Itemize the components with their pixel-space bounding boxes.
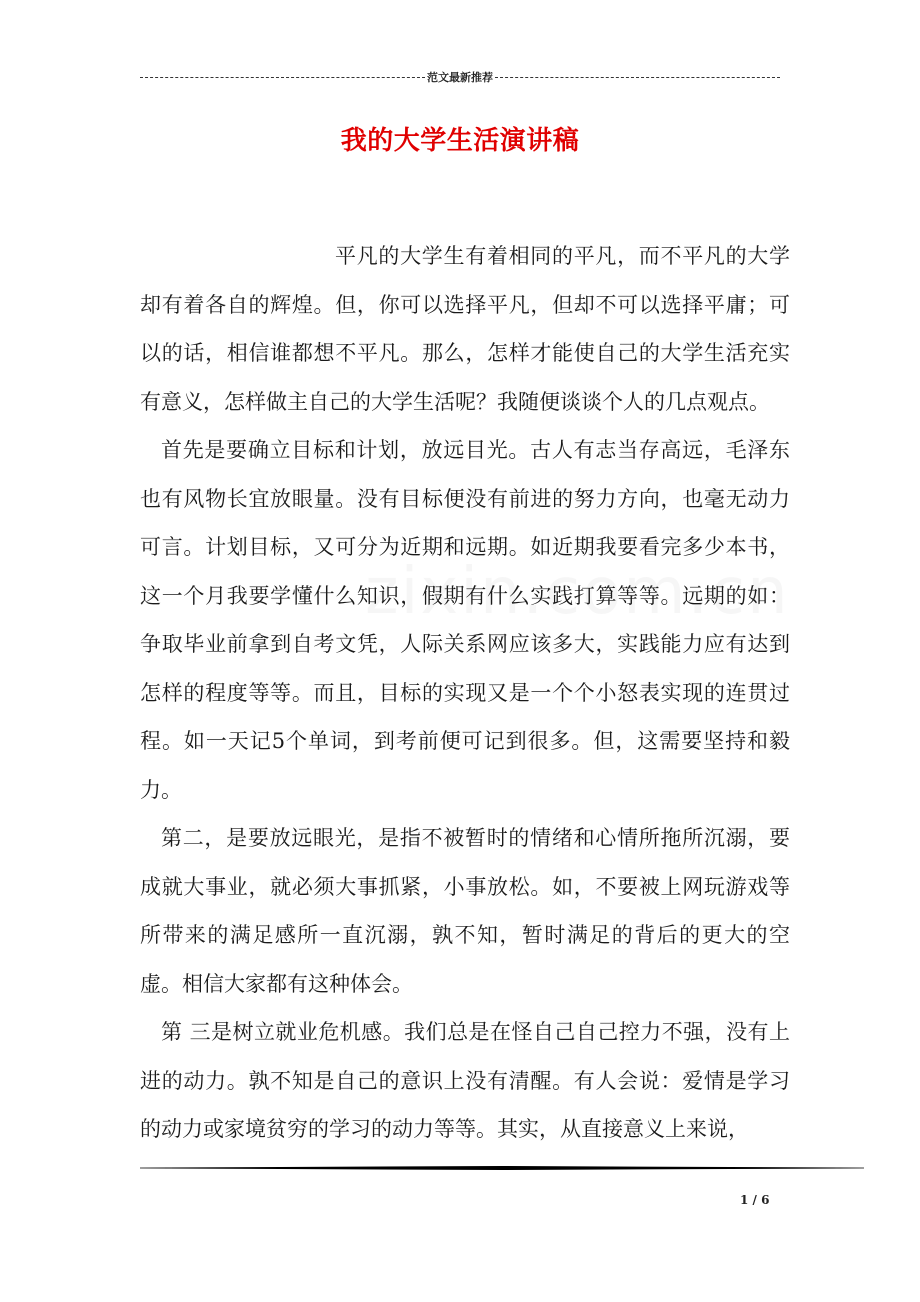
paragraph-second-point: 第二，是要放远眼光，是指不被暂时的情绪和心情所拖所沉溺，要成就大事业，就必须大事抓紧，小事放松。如，不要被上网玩游戏等所带来的满足感所一直沉溺，孰不知，暂时满足的背后的更大的空虚。相信大家都有这种体会。 <box>140 826 790 996</box>
page-header <box>140 68 780 86</box>
header-dashes-right <box>495 77 780 78</box>
header-label: 范文最新推荐 <box>427 71 493 84</box>
paragraph-intro: 平凡的大学生有着相同的平凡，而不平凡的大学却有着各自的辉煌。但，你可以选择平凡，但却不可以选择平庸；可以的话，相信谁都想不平凡。那么，怎样才能使自己的大学生活充实有意义，怎样做主自己的大学生活呢？我随便谈谈个人的几点观点。 <box>140 244 790 414</box>
paragraph-first-point: 首先是要确立目标和计划，放远目光。古人有志当存高远，毛泽东也有风物长宜放眼量。没有目标便没有前进的努力方向，也毫无动力可言。计划目标，又可分为近期和远期。如近期我要看完多少本书，这一个月我要学懂什么知识，假期有什么实践打算等等。远期的如：争取毕业前拿到自考文凭，人际关系网应该多大，实践能力应有达到怎样的程度等等。而且，目标的实现又是一个个小怒表实现的连贯过程。如一天记5个单词，到考前便可记到很多。但，这需要坚持和毅力。 <box>140 438 790 802</box>
footer-divider <box>140 1166 864 1170</box>
header-dashes-left <box>140 77 425 78</box>
paragraph-third-point: 第 三是树立就业危机感。我们总是在怪自己自己控力不强，没有上进的动力。孰不知是自己的意识上没有清醒。有人会说：爱情是学习的动力或家境贫穷的学习的动力等等。其实，从直接意义上来说， <box>140 1020 790 1141</box>
document-title: 我的大学生活演讲稿 <box>340 126 580 156</box>
document-body <box>140 232 790 1154</box>
page-number: 1 / 6 <box>740 1193 770 1207</box>
